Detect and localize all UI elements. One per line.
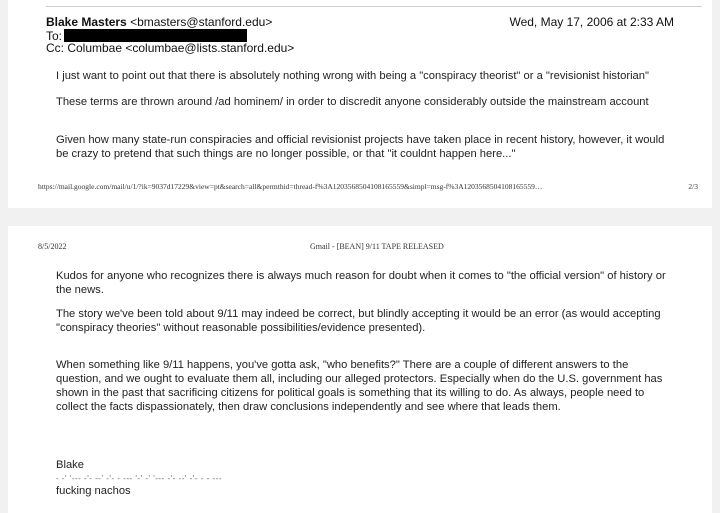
signature-name: Blake — [56, 459, 84, 471]
to-label: To: — [46, 29, 63, 43]
print-header-date: 8/5/2022 — [38, 242, 67, 251]
email-page-1 — [8, 0, 712, 208]
from-line — [46, 15, 272, 29]
body-paragraph: Kudos for anyone who recognizes there is always much reason for doubt when it comes to "the official version" of history or the news. — [56, 270, 666, 296]
body-paragraph: When something like 9/11 happens, you've gotta ask, "who benefits?" There are a couple of different answers to the question, and we ought to evaluate them all, including our alleged protectors. Especially when do the U.S. government has shown in the past that sacrificing citizens for political goals is something that its willing to do. As always, people need to collect the facts dispassionately, then draw conclusions independently and see where that leads them. — [56, 359, 663, 413]
body-paragraph: The story we've been told about 9/11 may indeed be correct, but blindly accepting it would be an error (as would accepting "conspiracy theories" without reasonable possibilities/evidence presented). — [56, 308, 661, 334]
print-footer-url: https://mail.google.com/mail/u/1/?ik=9037d17229&view=pt&search=all&permthid=thread-f%3A1203568504108165559&simpl=msg-f%3A1203568504108165559… — [38, 182, 543, 191]
cc-line: Cc: Columbae <columbae@lists.stanford.edu> — [46, 41, 295, 55]
sender-name: Blake Masters — [46, 15, 127, 29]
print-header-title: Gmail - [BEAN] 9/11 TAPE RELEASED — [310, 242, 444, 251]
sent-date: Wed, May 17, 2006 at 2:33 AM — [509, 15, 674, 29]
print-page-number: 2/3 — [688, 182, 698, 191]
top-divider — [46, 6, 702, 7]
signature-tagline: fucking nachos — [56, 485, 131, 497]
sender-email: <bmasters@stanford.edu> — [130, 15, 273, 29]
body-paragraph: Given how many state-run conspiracies and official revisionist projects have taken place in recent history, however, it would be crazy to pretend that such things are no longer possible, or that "it couldnt happen here..." — [56, 134, 665, 160]
email-page-2 — [8, 226, 712, 513]
signature-separator: - -' '--- -'- --' -'- - --- '-' -' '--- -'- --' -'- - - --- — [56, 474, 222, 483]
body-paragraph: These terms are thrown around /ad hominem/ in order to discredit anyone considerably outside the mainstream account — [56, 96, 649, 108]
body-paragraph: I just want to point out that there is absolutely nothing wrong with being a "conspiracy theorist" or a "revisionist historian" — [56, 70, 649, 82]
